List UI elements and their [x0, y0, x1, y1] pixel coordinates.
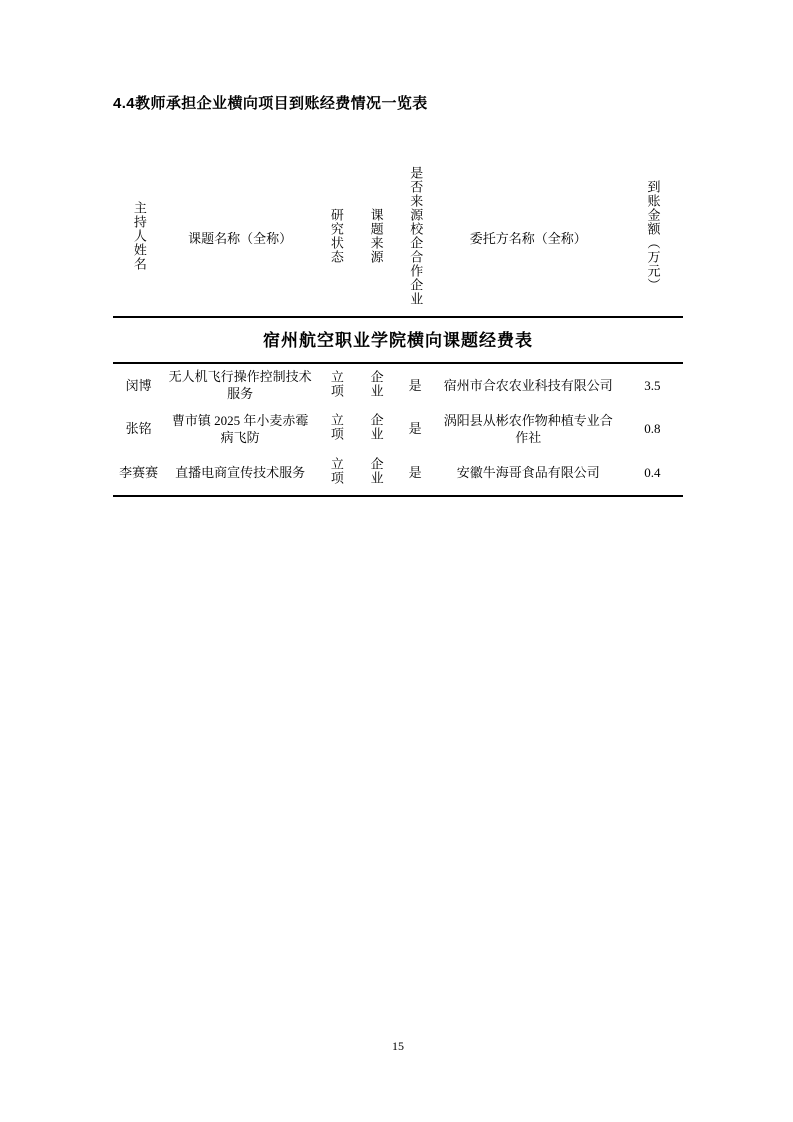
cell-name: 闵博: [125, 377, 152, 393]
cell-topic: 无人机飞行操作控制技术服务: [168, 369, 312, 402]
column-header-source-text: 课题来源: [368, 208, 384, 264]
cell-client: 涡阳县从彬农作物种植专业合作社: [443, 413, 613, 445]
section-heading: 4.4教师承担企业横向项目到账经费情况一览表: [113, 95, 428, 112]
cell-client: 宿州市合农农业科技有限公司: [443, 377, 613, 393]
column-header-topic-text: 课题名称（全称）: [188, 230, 293, 246]
cell-name: 李赛赛: [113, 452, 164, 496]
column-header-amount: [622, 160, 683, 317]
column-header-name-text: 主持人姓名: [131, 201, 147, 271]
cell-amount: 0.8: [644, 421, 661, 437]
table-row: [113, 363, 683, 408]
table-row: [113, 408, 683, 452]
column-header-source: [356, 160, 396, 317]
cell-cooperation: 是: [408, 421, 422, 437]
table-body: [113, 363, 683, 495]
column-header-status-text: 研究状态: [328, 208, 344, 264]
column-header-client-text: 委托方名称（全称）: [469, 230, 587, 246]
column-header-topic: [164, 160, 316, 317]
cell-cooperation: 是: [395, 452, 435, 496]
column-header-amount-text: 到账金额（万元）: [645, 180, 661, 292]
column-header-cooperation-text: 是否来源校企合作企业: [408, 166, 424, 306]
horizontal-project-fund-table: [113, 160, 683, 497]
table-title: 宿州航空职业学院横向课题经费表: [113, 317, 683, 363]
table-header-row: [113, 160, 683, 317]
cell-source: 企业: [356, 452, 396, 496]
cell-client: 安徽牛海哥食品有限公司: [435, 452, 622, 496]
fund-table-container: [113, 160, 683, 497]
column-header-status: [316, 160, 356, 317]
cell-source: 企业: [368, 369, 384, 398]
table-title-row: [113, 317, 683, 363]
page-number: 15: [392, 1039, 404, 1053]
cell-name: 张铭: [125, 421, 152, 437]
cell-amount: 3.5: [644, 377, 661, 393]
table-row: [113, 452, 683, 496]
cell-source: 企业: [368, 413, 384, 442]
cell-status: 立项: [316, 452, 356, 496]
cell-status: 立项: [328, 413, 344, 442]
cell-topic: 直播电商宣传技术服务: [164, 452, 316, 496]
cell-topic: 曹市镇 2025 年小麦赤霉病飞防: [171, 413, 309, 445]
cell-cooperation: 是: [408, 377, 422, 393]
column-header-client: [435, 160, 622, 317]
cell-amount: 0.4: [622, 452, 683, 496]
cell-status: 立项: [328, 369, 344, 398]
column-header-name: [113, 160, 164, 317]
column-header-cooperation: [395, 160, 435, 317]
page-content: [113, 0, 683, 1122]
